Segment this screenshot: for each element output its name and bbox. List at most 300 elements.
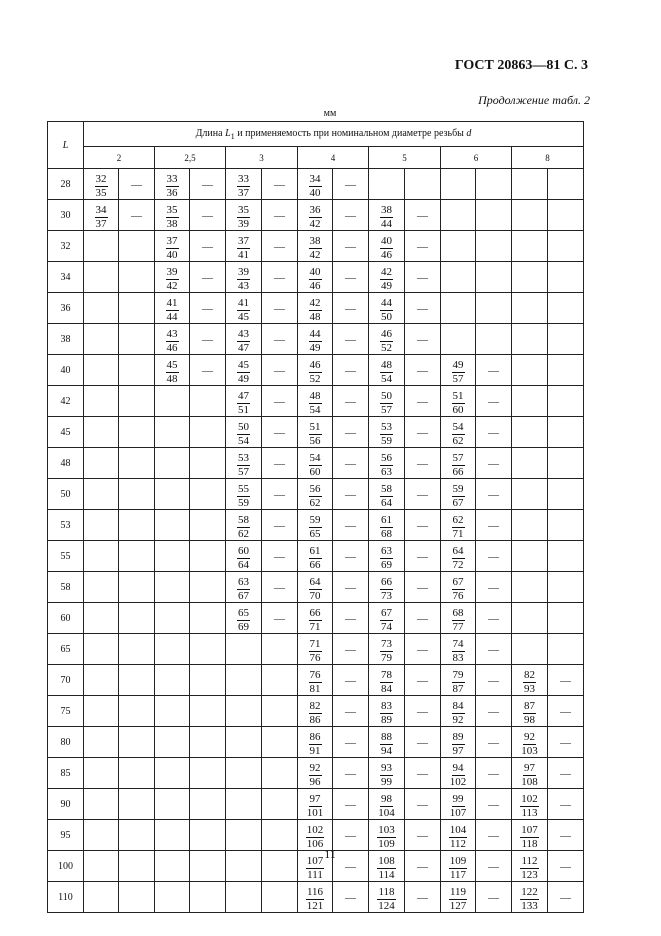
fraction-cell	[441, 386, 476, 417]
dash-cell	[476, 355, 512, 386]
dash-cell	[119, 448, 155, 479]
fraction-numerator: 102	[306, 824, 324, 836]
dash-cell	[262, 200, 298, 231]
fraction-cell	[512, 572, 548, 603]
fraction-cell	[298, 665, 333, 696]
fraction	[309, 484, 322, 509]
fraction-cell	[512, 696, 548, 727]
length-cell: 30	[48, 200, 84, 231]
dash-cell	[476, 572, 512, 603]
dash-cell	[548, 448, 584, 479]
fraction-cell	[226, 448, 262, 479]
fraction-denominator: 42	[309, 249, 321, 261]
dash-mark: —	[345, 830, 356, 842]
table-row	[48, 293, 584, 324]
fraction-cell	[226, 541, 262, 572]
dash-cell	[333, 355, 369, 386]
fraction-denominator: 107	[449, 807, 467, 819]
dash-cell	[119, 169, 155, 200]
fraction-cell	[512, 665, 548, 696]
fraction-numerator: 40	[381, 235, 392, 247]
fraction	[380, 298, 393, 323]
fraction-numerator: 58	[238, 514, 249, 526]
dash-cell	[405, 169, 441, 200]
dash-mark: —	[417, 892, 428, 904]
fraction-cell	[298, 634, 333, 665]
fraction-cell	[155, 510, 190, 541]
dash-mark: —	[345, 706, 356, 718]
fraction-cell	[298, 355, 333, 386]
dash-cell	[405, 262, 441, 293]
fraction-denominator: 45	[238, 311, 249, 323]
dash-mark: —	[417, 799, 428, 811]
dash-cell	[548, 758, 584, 789]
fraction	[237, 515, 250, 540]
fraction-numerator: 41	[166, 297, 178, 309]
fraction	[380, 515, 393, 540]
table-row	[48, 603, 584, 634]
fraction-numerator: 56	[309, 483, 321, 495]
fraction-numerator: 109	[449, 855, 467, 867]
dash-cell	[333, 665, 369, 696]
dash-mark: —	[202, 365, 213, 377]
fraction-numerator: 44	[381, 297, 392, 309]
fraction	[309, 515, 322, 540]
fraction-numerator: 35	[166, 204, 178, 216]
caption-sub: 1	[230, 131, 235, 141]
fraction-numerator: 50	[381, 390, 392, 402]
dash-cell	[476, 262, 512, 293]
dash-mark: —	[488, 706, 499, 718]
fraction-denominator: 68	[381, 528, 392, 540]
fraction-numerator: 38	[309, 235, 321, 247]
fraction	[95, 174, 108, 199]
fraction-numerator: 102	[521, 793, 538, 805]
fraction-numerator: 53	[381, 421, 392, 433]
length-cell: 48	[48, 448, 84, 479]
dash-mark: —	[417, 737, 428, 749]
fraction-cell	[512, 820, 548, 851]
dash-cell	[190, 479, 226, 510]
length-cell: 32	[48, 231, 84, 262]
dash-cell	[333, 758, 369, 789]
dash-mark: —	[417, 396, 428, 408]
dash-cell	[119, 355, 155, 386]
fraction-numerator: 79	[452, 669, 464, 681]
fraction-cell	[84, 696, 119, 727]
fraction-cell	[369, 510, 405, 541]
fraction-numerator: 94	[452, 762, 464, 774]
fraction	[380, 484, 393, 509]
page-number: 11	[324, 847, 336, 861]
fraction-cell	[441, 634, 476, 665]
fraction-denominator: 64	[238, 559, 249, 571]
fraction-denominator: 49	[238, 373, 249, 385]
table-row	[48, 727, 584, 758]
fraction	[452, 422, 465, 447]
fraction-denominator: 36	[166, 187, 178, 199]
fraction-denominator: 44	[381, 218, 392, 230]
fraction-cell	[155, 851, 190, 882]
table-row	[48, 479, 584, 510]
length-cell: 50	[48, 479, 84, 510]
fraction-denominator: 41	[238, 249, 249, 261]
dash-cell	[119, 820, 155, 851]
fraction-cell	[155, 293, 190, 324]
dash-cell	[476, 603, 512, 634]
fraction-numerator: 45	[166, 359, 178, 371]
fraction-cell	[369, 448, 405, 479]
table-continuation-label: Продолжение табл. 2	[478, 93, 590, 107]
fraction-cell	[441, 324, 476, 355]
fraction-denominator: 49	[381, 280, 392, 292]
fraction-cell	[369, 293, 405, 324]
fraction-denominator: 111	[307, 869, 323, 881]
fraction-denominator: 60	[452, 404, 464, 416]
fraction-cell	[298, 572, 333, 603]
dash-cell	[119, 200, 155, 231]
dash-cell	[548, 634, 584, 665]
fraction-numerator: 103	[378, 824, 395, 836]
dash-cell	[262, 758, 298, 789]
fraction-cell	[155, 572, 190, 603]
table-row	[48, 665, 584, 696]
table-row	[48, 820, 584, 851]
dash-cell	[476, 665, 512, 696]
dash-mark: —	[417, 365, 428, 377]
fraction-cell	[226, 386, 262, 417]
dash-cell	[262, 231, 298, 262]
fraction-cell	[155, 386, 190, 417]
fraction	[520, 763, 539, 788]
table-row	[48, 262, 584, 293]
dash-cell	[476, 169, 512, 200]
fraction-cell	[155, 479, 190, 510]
fraction-numerator: 67	[381, 607, 392, 619]
fraction-cell	[226, 758, 262, 789]
fraction-denominator: 84	[381, 683, 392, 695]
fraction-denominator: 42	[309, 218, 321, 230]
fraction	[237, 577, 250, 602]
length-cell: 55	[48, 541, 84, 572]
dash-mark: —	[417, 520, 428, 532]
fraction-denominator: 94	[381, 745, 392, 757]
dash-mark: —	[417, 272, 428, 284]
fraction-numerator: 58	[381, 483, 392, 495]
fraction	[309, 763, 322, 788]
caption-d: d	[466, 127, 472, 139]
fraction-cell	[84, 262, 119, 293]
fraction-cell	[84, 355, 119, 386]
caption-suffix: и применяемость при номинальном диаметре резьбы	[234, 127, 467, 139]
fraction-numerator: 38	[381, 204, 392, 216]
fraction	[452, 701, 465, 726]
dash-mark: —	[274, 520, 285, 532]
dash-cell	[405, 789, 441, 820]
dash-cell	[405, 727, 441, 758]
dash-cell	[190, 789, 226, 820]
dash-cell	[405, 851, 441, 882]
length-cell: 34	[48, 262, 84, 293]
fraction-cell	[84, 789, 119, 820]
fraction-cell	[155, 355, 190, 386]
diameter-header-row	[48, 147, 584, 169]
fraction-cell	[441, 479, 476, 510]
fraction-numerator: 62	[452, 514, 464, 526]
fraction-cell	[369, 882, 405, 913]
fraction	[449, 856, 468, 881]
fraction-cell	[226, 820, 262, 851]
fraction-denominator: 123	[521, 869, 538, 881]
fraction-numerator: 42	[381, 266, 392, 278]
dash-cell	[476, 851, 512, 882]
dash-mark: —	[488, 365, 499, 377]
fraction	[380, 608, 393, 633]
fraction-denominator: 73	[381, 590, 392, 602]
dash-mark: —	[274, 365, 285, 377]
dash-cell	[476, 541, 512, 572]
fraction-cell	[298, 448, 333, 479]
dash-cell	[476, 231, 512, 262]
fraction-numerator: 46	[309, 359, 321, 371]
dash-cell	[262, 820, 298, 851]
fraction	[306, 794, 325, 819]
fraction-denominator: 121	[306, 900, 324, 912]
dash-cell	[190, 634, 226, 665]
fraction	[306, 887, 325, 912]
fraction-denominator: 99	[381, 776, 392, 788]
fraction-numerator: 82	[309, 700, 321, 712]
fraction-numerator: 41	[238, 297, 249, 309]
fraction-cell	[155, 200, 190, 231]
fraction	[380, 205, 393, 230]
fraction-cell	[84, 541, 119, 572]
fraction-denominator: 50	[381, 311, 392, 323]
length-cell: 53	[48, 510, 84, 541]
fraction-cell	[155, 758, 190, 789]
dash-cell	[190, 355, 226, 386]
fraction-cell	[298, 696, 333, 727]
fraction-cell	[155, 231, 190, 262]
fraction-denominator: 48	[166, 373, 178, 385]
fraction-numerator: 43	[166, 328, 178, 340]
dash-cell	[333, 262, 369, 293]
fraction-denominator: 57	[381, 404, 392, 416]
fraction-numerator: 66	[381, 576, 392, 588]
fraction-cell	[155, 634, 190, 665]
fraction-cell	[441, 882, 476, 913]
fraction-cell	[298, 758, 333, 789]
fraction-numerator: 82	[524, 669, 535, 681]
fraction-denominator: 96	[309, 776, 321, 788]
fraction-cell	[226, 603, 262, 634]
fraction-denominator: 108	[521, 776, 538, 788]
fraction	[520, 856, 539, 881]
dash-mark: —	[345, 582, 356, 594]
dash-mark: —	[488, 861, 499, 873]
fraction-numerator: 89	[452, 731, 464, 743]
fraction-denominator: 93	[524, 683, 535, 695]
fraction-denominator: 77	[452, 621, 464, 633]
fraction	[520, 887, 539, 912]
dash-mark: —	[345, 799, 356, 811]
dash-cell	[333, 820, 369, 851]
dash-mark: —	[560, 706, 571, 718]
dash-mark: —	[274, 489, 285, 501]
dash-cell	[476, 882, 512, 913]
dash-mark: —	[345, 737, 356, 749]
dash-cell	[262, 882, 298, 913]
dash-cell	[405, 820, 441, 851]
dash-cell	[262, 727, 298, 758]
fraction-denominator: 124	[378, 900, 395, 912]
document-header: ГОСТ 20863—81 С. 3	[454, 58, 588, 73]
fraction-numerator: 98	[381, 793, 392, 805]
dash-cell	[119, 293, 155, 324]
fraction-cell	[226, 789, 262, 820]
fraction-cell	[369, 603, 405, 634]
dash-mark: —	[417, 861, 428, 873]
dash-cell	[405, 572, 441, 603]
fraction-denominator: 52	[309, 373, 321, 385]
dash-mark: —	[488, 551, 499, 563]
dash-cell	[333, 448, 369, 479]
dash-cell	[405, 386, 441, 417]
dash-cell	[405, 200, 441, 231]
fraction-numerator: 108	[378, 855, 395, 867]
fraction-denominator: 101	[306, 807, 324, 819]
fraction-denominator: 65	[309, 528, 321, 540]
dash-cell	[548, 882, 584, 913]
fraction	[380, 329, 393, 354]
fraction-denominator: 69	[238, 621, 249, 633]
fraction-cell	[441, 293, 476, 324]
dash-cell	[333, 572, 369, 603]
fraction-cell	[226, 696, 262, 727]
fraction	[309, 236, 322, 261]
dash-cell	[190, 665, 226, 696]
dash-cell	[190, 324, 226, 355]
fraction-denominator: 117	[449, 869, 467, 881]
dash-cell	[333, 386, 369, 417]
caption-var: L	[225, 127, 231, 139]
fraction-cell	[441, 603, 476, 634]
dash-cell	[190, 820, 226, 851]
fraction-denominator: 70	[309, 590, 321, 602]
fraction	[95, 205, 108, 230]
dash-cell	[190, 386, 226, 417]
fraction-numerator: 119	[449, 886, 467, 898]
fraction-numerator: 87	[524, 700, 535, 712]
fraction-cell	[298, 417, 333, 448]
dash-mark: —	[417, 427, 428, 439]
dash-mark: —	[345, 458, 356, 470]
dash-cell	[476, 293, 512, 324]
fraction	[166, 267, 179, 292]
fraction-cell	[512, 324, 548, 355]
length-cell: 75	[48, 696, 84, 727]
fraction-denominator: 89	[381, 714, 392, 726]
fraction	[380, 577, 393, 602]
fraction-denominator: 37	[95, 218, 107, 230]
fraction-cell	[441, 355, 476, 386]
fraction-denominator: 42	[166, 280, 178, 292]
fraction	[380, 763, 393, 788]
fraction-cell	[84, 386, 119, 417]
fraction-cell	[84, 479, 119, 510]
fraction-cell	[226, 572, 262, 603]
dash-cell	[333, 727, 369, 758]
fraction	[380, 422, 393, 447]
table-row	[48, 696, 584, 727]
dash-cell	[333, 882, 369, 913]
fraction-cell	[84, 169, 119, 200]
fraction-cell	[84, 851, 119, 882]
fraction-numerator: 93	[381, 762, 392, 774]
fraction-numerator: 37	[166, 235, 178, 247]
fraction	[309, 391, 322, 416]
fraction	[237, 205, 250, 230]
dash-cell	[333, 293, 369, 324]
dash-cell	[476, 324, 512, 355]
fraction	[380, 732, 393, 757]
fraction-cell	[512, 448, 548, 479]
fraction-numerator: 61	[381, 514, 392, 526]
fraction-denominator: 59	[381, 435, 392, 447]
l-column-header: L	[48, 122, 84, 169]
fraction-numerator: 39	[166, 266, 178, 278]
fraction-denominator: 59	[238, 497, 249, 509]
fraction-cell	[441, 200, 476, 231]
fraction-cell	[441, 851, 476, 882]
fraction	[380, 267, 393, 292]
fraction-denominator: 62	[452, 435, 464, 447]
dash-cell	[262, 541, 298, 572]
fraction	[449, 794, 468, 819]
fraction-cell	[226, 417, 262, 448]
dash-cell	[190, 572, 226, 603]
fraction	[166, 329, 179, 354]
fraction-denominator: 102	[449, 776, 467, 788]
fraction	[309, 546, 322, 571]
dash-cell	[190, 417, 226, 448]
dash-cell	[190, 262, 226, 293]
fraction-cell	[441, 169, 476, 200]
fraction-cell	[226, 355, 262, 386]
dash-cell	[405, 758, 441, 789]
fraction-denominator: 114	[378, 869, 395, 881]
fraction	[309, 205, 322, 230]
dash-cell	[190, 727, 226, 758]
dash-cell	[190, 293, 226, 324]
dash-mark: —	[131, 210, 142, 222]
fraction-denominator: 46	[309, 280, 321, 292]
fraction-cell	[84, 820, 119, 851]
length-cell: 70	[48, 665, 84, 696]
table-row	[48, 169, 584, 200]
fraction-numerator: 97	[524, 762, 535, 774]
fraction-numerator: 86	[309, 731, 321, 743]
fraction	[380, 701, 393, 726]
dash-cell	[262, 510, 298, 541]
fraction-cell	[298, 262, 333, 293]
dash-cell	[190, 200, 226, 231]
dash-cell	[405, 448, 441, 479]
dash-cell	[119, 572, 155, 603]
fraction-cell	[369, 789, 405, 820]
dash-mark: —	[417, 489, 428, 501]
dash-cell	[548, 386, 584, 417]
